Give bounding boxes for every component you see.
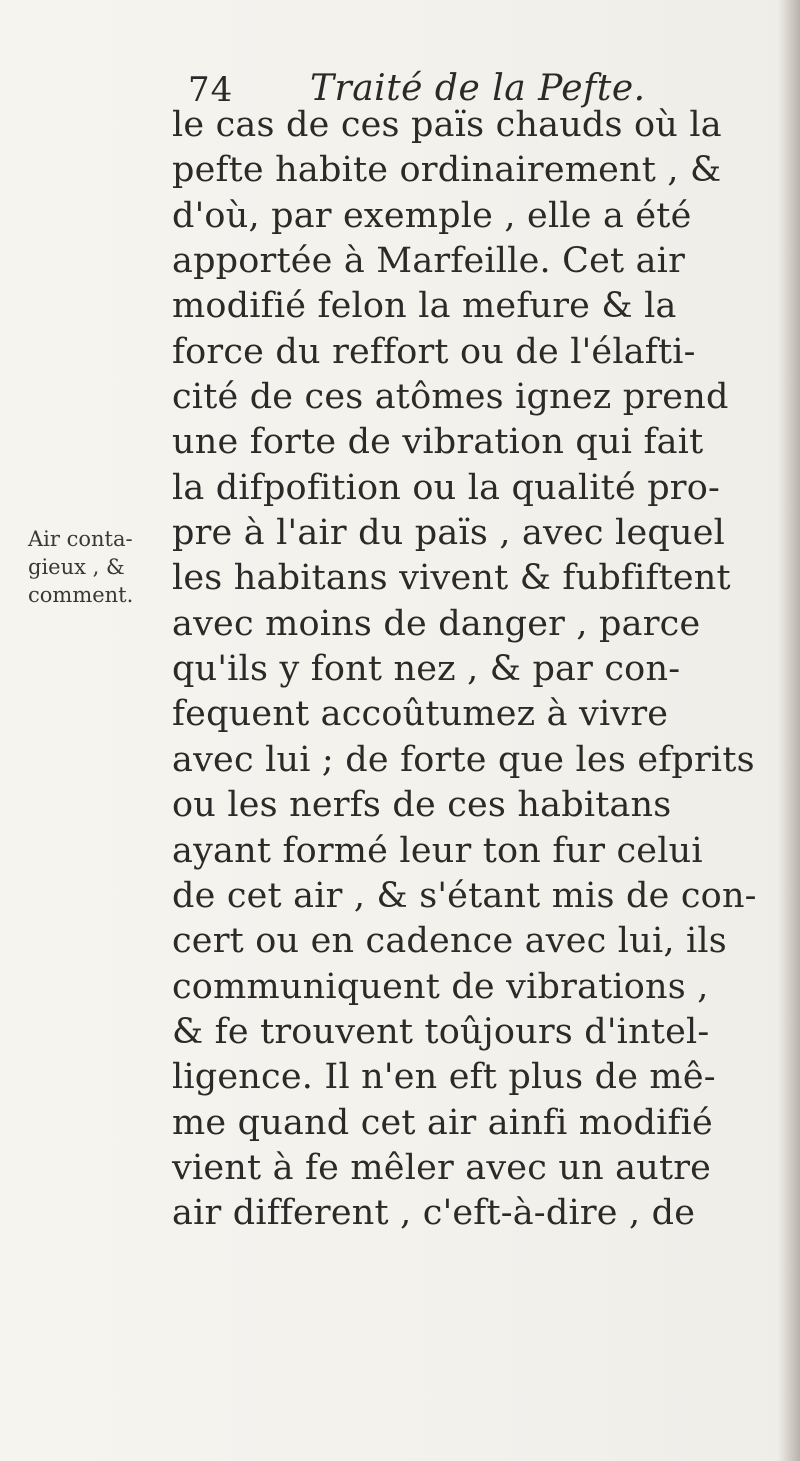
text-line: ayant formé leur ton fur celui xyxy=(172,830,703,871)
text-line: une forte de vibration qui fait xyxy=(172,422,704,463)
text-line: avec moins de danger , parce xyxy=(172,603,701,644)
text-line: force du reffort ou de l'élafti- xyxy=(172,331,696,372)
text-line: les habitans vivent & fubfiftent xyxy=(172,558,731,599)
marginal-note-line: Air conta- xyxy=(28,527,133,551)
text-line: avec lui ; de forte que les efprits xyxy=(172,739,755,780)
text-line: me quand cet air ainfi modifié xyxy=(172,1102,713,1143)
page-number: 74 xyxy=(188,70,234,110)
text-line: pefte habite ordinairement , & xyxy=(172,150,722,191)
text-line: & fe trouvent toûjours d'intel- xyxy=(172,1011,710,1052)
text-line: la difpofition ou la qualité pro- xyxy=(172,467,721,508)
text-line: air different , c'eft-à-dire , de xyxy=(172,1193,696,1234)
marginal-note-line: gieux , & xyxy=(28,555,125,579)
marginal-note-line: comment. xyxy=(28,583,134,607)
text-line: le cas de ces païs chauds où la xyxy=(172,105,722,145)
running-title: Traité de la Pefte. xyxy=(310,68,646,109)
text-line: apportée à Marfeille. Cet air xyxy=(172,241,686,282)
text-line: communiquent de vibrations , xyxy=(172,966,709,1007)
text-line: cert ou en cadence avec lui, ils xyxy=(172,921,727,962)
text-line: cité de ces atômes ignez prend xyxy=(172,377,729,418)
text-line: fequent accoûtumez à vivre xyxy=(172,694,669,735)
text-line: d'où, par exemple , elle a été xyxy=(172,195,692,236)
page-edge-shadow xyxy=(778,0,800,1461)
text-line: modifié felon la mefure & la xyxy=(172,286,677,327)
text-line: ligence. Il n'en eft plus de mê- xyxy=(172,1057,716,1098)
text-line: vient à fe mêler avec un autre xyxy=(172,1147,712,1188)
marginal-note xyxy=(28,525,168,609)
text-line: de cet air , & s'étant mis de con- xyxy=(172,875,757,916)
text-line: pre à l'air du païs , avec lequel xyxy=(172,513,726,554)
text-line: qu'ils y font nez , & par con- xyxy=(172,649,681,690)
body-text xyxy=(172,103,762,1237)
text-line: ou les nerfs de ces habitans xyxy=(172,785,672,826)
